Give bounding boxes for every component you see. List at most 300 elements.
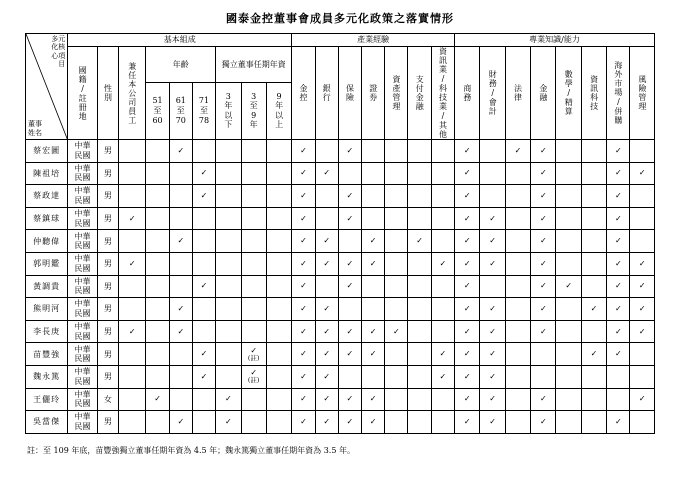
check-mark-icon: ✓ [514, 145, 522, 155]
cell-skill [455, 320, 480, 343]
cell-skill [455, 298, 480, 321]
cell-tenure [241, 365, 266, 388]
cell-age [192, 252, 215, 275]
check-mark-icon: ✓ [439, 349, 447, 359]
director-row [26, 162, 655, 185]
cell-tenure [216, 162, 241, 185]
cell-industry [338, 298, 361, 321]
check-mark-icon: ✓ [300, 168, 307, 178]
cell-age [169, 185, 192, 208]
cell-tenure [216, 207, 241, 230]
cell-skill [556, 230, 581, 253]
nationality-text: 中華 [74, 389, 91, 399]
cell-tenure [216, 343, 241, 366]
cell-skill [480, 140, 505, 163]
cell-skill [455, 140, 480, 163]
header-age-61-70-text: 至 [176, 106, 185, 116]
cell-skill [505, 140, 530, 163]
nationality-text: 中華 [74, 276, 91, 286]
nationality-text: 民國 [74, 421, 91, 431]
director-row [26, 365, 655, 388]
cell-tenure [241, 140, 266, 163]
cell-skill [455, 185, 480, 208]
director-name: 陳祖培 [26, 162, 68, 185]
check-mark-icon: ✓ [638, 326, 646, 336]
director-nationality [68, 365, 98, 388]
check-mark-icon: ✓ [177, 303, 185, 313]
cell-tenure [216, 252, 241, 275]
cell-skill [607, 320, 630, 343]
check-mark-icon: ✓ [369, 326, 377, 336]
header-tenure-under-3-text: 以 [224, 110, 233, 120]
check-mark-icon: ✓ [489, 394, 496, 404]
cell-employee [118, 365, 145, 388]
nationality-text: 民國 [74, 376, 91, 386]
cell-age [169, 275, 192, 298]
cell-industry [362, 252, 385, 275]
check-mark-icon: ✓ [346, 213, 354, 223]
tenure-note: (註) [247, 376, 260, 385]
check-mark-icon: ✓ [489, 236, 496, 246]
director-gender: 男 [97, 411, 118, 434]
cell-industry [315, 388, 338, 411]
director-row [26, 298, 655, 321]
director-name: 蔡政達 [26, 185, 68, 208]
cell-industry [292, 343, 315, 366]
cell-tenure [216, 298, 241, 321]
check-mark-icon: ✓ [614, 190, 622, 200]
director-gender: 男 [97, 140, 118, 163]
cell-age [169, 320, 192, 343]
cell-industry [385, 207, 408, 230]
cell-industry [315, 343, 338, 366]
director-nationality [68, 185, 98, 208]
director-nationality [68, 207, 98, 230]
cell-skill [630, 252, 655, 275]
cell-industry [292, 162, 315, 185]
check-mark-icon: ✓ [489, 326, 496, 336]
cell-age [146, 230, 169, 253]
cell-industry [362, 388, 385, 411]
cell-skill [556, 207, 581, 230]
cell-skill [581, 298, 606, 321]
cell-industry [292, 411, 315, 434]
cell-industry [292, 207, 315, 230]
cell-skill [630, 207, 655, 230]
cell-skill [531, 252, 556, 275]
header-age-61-70-text: 61 [175, 96, 186, 106]
nationality-text: 中華 [74, 208, 91, 218]
cell-skill [556, 140, 581, 163]
check-mark-icon: ✓ [416, 236, 423, 246]
check-mark-icon: ✓ [323, 258, 331, 268]
cell-industry [315, 230, 338, 253]
header-employee: 兼任本公司員工 [118, 47, 145, 140]
check-mark-icon: ✓ [614, 236, 622, 246]
cell-tenure [266, 275, 291, 298]
cell-age [192, 388, 215, 411]
check-mark-icon: ✓ [489, 258, 496, 268]
cell-employee [118, 140, 145, 163]
cell-age [169, 411, 192, 434]
director-gender: 男 [97, 320, 118, 343]
header-industry: 銀行 [315, 47, 338, 140]
cell-age [192, 343, 215, 366]
check-mark-icon: ✓ [346, 326, 354, 336]
cell-tenure [216, 230, 241, 253]
cell-skill [455, 365, 480, 388]
cell-skill [607, 411, 630, 434]
cell-skill [531, 365, 556, 388]
cell-tenure [216, 275, 241, 298]
check-mark-icon: ✓ [565, 281, 573, 291]
check-mark-icon: ✓ [539, 258, 547, 268]
check-mark-icon: ✓ [439, 371, 447, 381]
cell-industry [338, 140, 361, 163]
check-mark-icon: ✓ [614, 213, 622, 223]
cell-industry [338, 411, 361, 434]
cell-industry [385, 185, 408, 208]
check-mark-icon: ✓ [463, 236, 471, 246]
cell-skill [556, 298, 581, 321]
check-mark-icon: ✓ [638, 281, 646, 291]
cell-industry [408, 207, 431, 230]
header-industry: 支付金融 [408, 47, 431, 140]
cell-tenure [241, 298, 266, 321]
check-mark-icon: ✓ [539, 145, 547, 155]
cell-skill [455, 388, 480, 411]
check-mark-icon: ✓ [128, 258, 136, 268]
cell-industry [385, 298, 408, 321]
check-mark-icon: ✓ [638, 303, 646, 313]
cell-employee [118, 207, 145, 230]
cell-skill [581, 162, 606, 185]
cell-tenure [266, 230, 291, 253]
check-mark-icon: ✓ [323, 303, 331, 313]
cell-industry [362, 162, 385, 185]
director-nationality [68, 343, 98, 366]
header-industry: 證券 [362, 47, 385, 140]
director-row [26, 207, 655, 230]
cell-skill [607, 343, 630, 366]
nationality-text: 民國 [74, 308, 91, 318]
tenure-note: (註) [247, 353, 260, 362]
cell-industry [362, 230, 385, 253]
director-row [26, 320, 655, 343]
cell-industry [431, 252, 454, 275]
cell-age [146, 365, 169, 388]
cell-tenure [216, 411, 241, 434]
cell-industry [385, 320, 408, 343]
check-mark-icon: ✓ [346, 190, 354, 200]
cell-industry [408, 140, 431, 163]
director-row [26, 411, 655, 434]
director-name: 蔡鎮球 [26, 207, 68, 230]
director-row [26, 252, 655, 275]
header-age-71-78-text: 至 [200, 106, 209, 116]
cell-skill [480, 207, 505, 230]
check-mark-icon: ✓ [439, 258, 447, 268]
director-name: 王儷玲 [26, 388, 68, 411]
cell-industry [315, 275, 338, 298]
cell-age [192, 207, 215, 230]
header-tenure-3-9-text: 9 [251, 110, 257, 120]
cell-age [169, 298, 192, 321]
check-mark-icon: ✓ [463, 416, 471, 426]
cell-industry [431, 185, 454, 208]
header-tenure-under-3-text: 年 [224, 101, 233, 111]
nationality-text: 中華 [74, 186, 91, 196]
director-row [26, 343, 655, 366]
check-mark-icon: ✓ [463, 326, 471, 336]
check-mark-icon: ✓ [614, 349, 622, 359]
corner-top-text: 多元 [51, 35, 66, 43]
check-mark-icon: ✓ [614, 416, 622, 426]
check-mark-icon: ✓ [154, 394, 161, 404]
check-mark-icon: ✓ [369, 394, 377, 404]
cell-skill [480, 365, 505, 388]
check-mark-icon: ✓ [346, 281, 354, 291]
cell-skill [531, 343, 556, 366]
check-mark-icon: ✓ [590, 303, 598, 313]
cell-age [192, 185, 215, 208]
check-mark-icon: ✓ [489, 416, 496, 426]
check-mark-icon: ✓ [463, 371, 471, 381]
cell-skill [581, 411, 606, 434]
check-mark-icon: ✓ [489, 303, 496, 313]
cell-tenure [241, 207, 266, 230]
header-skill: 數學/精算 [556, 47, 581, 140]
cell-age [146, 252, 169, 275]
cell-skill [480, 230, 505, 253]
cell-skill [581, 343, 606, 366]
header-tenure-under-3-text: 下 [224, 120, 233, 130]
cell-employee [118, 230, 145, 253]
check-mark-icon: ✓ [369, 258, 377, 268]
cell-tenure [266, 207, 291, 230]
cell-industry [338, 207, 361, 230]
cell-tenure [216, 140, 241, 163]
check-mark-icon: ✓ [346, 349, 354, 359]
director-gender: 女 [97, 388, 118, 411]
cell-skill [480, 320, 505, 343]
check-mark-icon: ✓ [463, 145, 471, 155]
cell-industry [408, 162, 431, 185]
check-mark-icon: ✓ [323, 349, 331, 359]
cell-industry [362, 275, 385, 298]
cell-employee [118, 320, 145, 343]
check-mark-icon: ✓ [200, 190, 208, 200]
cell-age [146, 207, 169, 230]
header-age-51-60-text: 51 [152, 96, 163, 106]
check-mark-icon: ✓ [463, 168, 471, 178]
cell-employee [118, 275, 145, 298]
nationality-text: 民國 [74, 173, 91, 183]
cell-skill [607, 230, 630, 253]
header-tenure-3-9-text: 3 [251, 91, 257, 101]
header-gender: 性別 [97, 47, 118, 140]
cell-skill [455, 343, 480, 366]
cell-age [192, 230, 215, 253]
cell-industry [338, 230, 361, 253]
header-skill: 法律 [505, 47, 530, 140]
header-tenure-3-9 [241, 82, 266, 139]
check-mark-icon: ✓ [614, 326, 622, 336]
group-industry: 產業經驗 [292, 34, 455, 47]
cell-tenure [216, 320, 241, 343]
cell-industry [431, 230, 454, 253]
cell-skill [480, 411, 505, 434]
cell-industry [338, 388, 361, 411]
header-age-61-70-text: 70 [175, 115, 186, 125]
cell-age [192, 365, 215, 388]
cell-tenure [266, 252, 291, 275]
cell-industry [338, 162, 361, 185]
cell-tenure [241, 162, 266, 185]
cell-skill [607, 365, 630, 388]
cell-age [192, 411, 215, 434]
cell-tenure [241, 343, 266, 366]
director-gender: 男 [97, 207, 118, 230]
nationality-text: 民國 [74, 354, 91, 364]
cell-age [146, 162, 169, 185]
cell-skill [505, 320, 530, 343]
cell-tenure [266, 388, 291, 411]
cell-industry [408, 275, 431, 298]
cell-skill [455, 252, 480, 275]
cell-skill [630, 320, 655, 343]
check-mark-icon: ✓ [250, 345, 258, 355]
cell-age [192, 298, 215, 321]
nationality-text: 中華 [74, 299, 91, 309]
cell-industry [292, 252, 315, 275]
header-tenure-over-9-text: 以 [275, 110, 284, 120]
header-age-51-60-text: 至 [153, 106, 162, 116]
check-mark-icon: ✓ [300, 213, 307, 223]
cell-skill [581, 252, 606, 275]
check-mark-icon: ✓ [463, 394, 471, 404]
cell-industry [338, 343, 361, 366]
header-tenure-under-3 [216, 82, 241, 139]
director-nationality [68, 230, 98, 253]
cell-skill [556, 343, 581, 366]
header-skill: 海外市場/併購 [607, 47, 630, 140]
director-name: 魏永篤 [26, 365, 68, 388]
cell-industry [315, 411, 338, 434]
cell-skill [505, 411, 530, 434]
header-tenure-over-9-text: 年 [275, 101, 284, 111]
cell-skill [581, 230, 606, 253]
nationality-text: 中華 [74, 344, 91, 354]
corner-top-text: 目 [58, 60, 66, 69]
director-nationality [68, 320, 98, 343]
header-age-51-60-text: 60 [152, 115, 163, 125]
check-mark-icon: ✓ [200, 371, 208, 381]
cell-employee [118, 298, 145, 321]
check-mark-icon: ✓ [128, 326, 136, 336]
cell-industry [315, 252, 338, 275]
cell-skill [607, 252, 630, 275]
cell-industry [362, 320, 385, 343]
director-name: 熊明河 [26, 298, 68, 321]
check-mark-icon: ✓ [200, 168, 208, 178]
cell-tenure [241, 411, 266, 434]
check-mark-icon: ✓ [323, 394, 331, 404]
check-mark-icon: ✓ [590, 349, 598, 359]
cell-skill [531, 140, 556, 163]
check-mark-icon: ✓ [614, 258, 622, 268]
cell-skill [556, 275, 581, 298]
check-mark-icon: ✓ [638, 394, 646, 404]
cell-skill [581, 275, 606, 298]
check-mark-icon: ✓ [128, 213, 136, 223]
check-mark-icon: ✓ [463, 349, 471, 359]
cell-skill [505, 298, 530, 321]
corner-bottom-label [28, 120, 42, 137]
cell-industry [362, 207, 385, 230]
cell-skill [630, 185, 655, 208]
diversity-matrix-table [25, 33, 655, 434]
cell-tenure [266, 298, 291, 321]
cell-industry [315, 162, 338, 185]
header-industry: 金控 [292, 47, 315, 140]
check-mark-icon: ✓ [300, 349, 307, 359]
check-mark-icon: ✓ [323, 416, 331, 426]
corner-bottom-text: 董事 [28, 120, 42, 129]
check-mark-icon: ✓ [638, 168, 646, 178]
header-age-71-78-text: 71 [198, 96, 210, 106]
check-mark-icon: ✓ [300, 190, 307, 200]
cell-skill [581, 320, 606, 343]
cell-skill [531, 388, 556, 411]
cell-industry [338, 185, 361, 208]
header-nationality: 國籍/註冊地 [68, 47, 98, 140]
cell-industry [292, 275, 315, 298]
cell-industry [385, 275, 408, 298]
cell-industry [338, 320, 361, 343]
director-row [26, 185, 655, 208]
cell-age [146, 388, 169, 411]
cell-skill [505, 365, 530, 388]
check-mark-icon: ✓ [346, 258, 354, 268]
cell-tenure [241, 275, 266, 298]
check-mark-icon: ✓ [177, 236, 185, 246]
director-gender: 男 [97, 252, 118, 275]
header-age-71-78-text: 78 [198, 115, 210, 125]
cell-tenure [241, 320, 266, 343]
check-mark-icon: ✓ [463, 281, 471, 291]
cell-age [192, 140, 215, 163]
cell-industry [431, 275, 454, 298]
cell-tenure [241, 230, 266, 253]
check-mark-icon: ✓ [346, 394, 354, 404]
header-tenure-3-9-text: 至 [249, 101, 258, 111]
cell-industry [408, 388, 431, 411]
check-mark-icon: ✓ [638, 258, 646, 268]
cell-skill [505, 207, 530, 230]
nationality-text: 中華 [74, 367, 91, 377]
group-skills: 專業知識/能力 [455, 34, 655, 47]
cell-employee [118, 185, 145, 208]
director-gender: 男 [97, 230, 118, 253]
cell-skill [607, 185, 630, 208]
cell-skill [480, 275, 505, 298]
cell-industry [408, 230, 431, 253]
check-mark-icon: ✓ [200, 281, 208, 291]
check-mark-icon: ✓ [614, 303, 622, 313]
nationality-text: 中華 [74, 141, 91, 151]
cell-industry [385, 252, 408, 275]
